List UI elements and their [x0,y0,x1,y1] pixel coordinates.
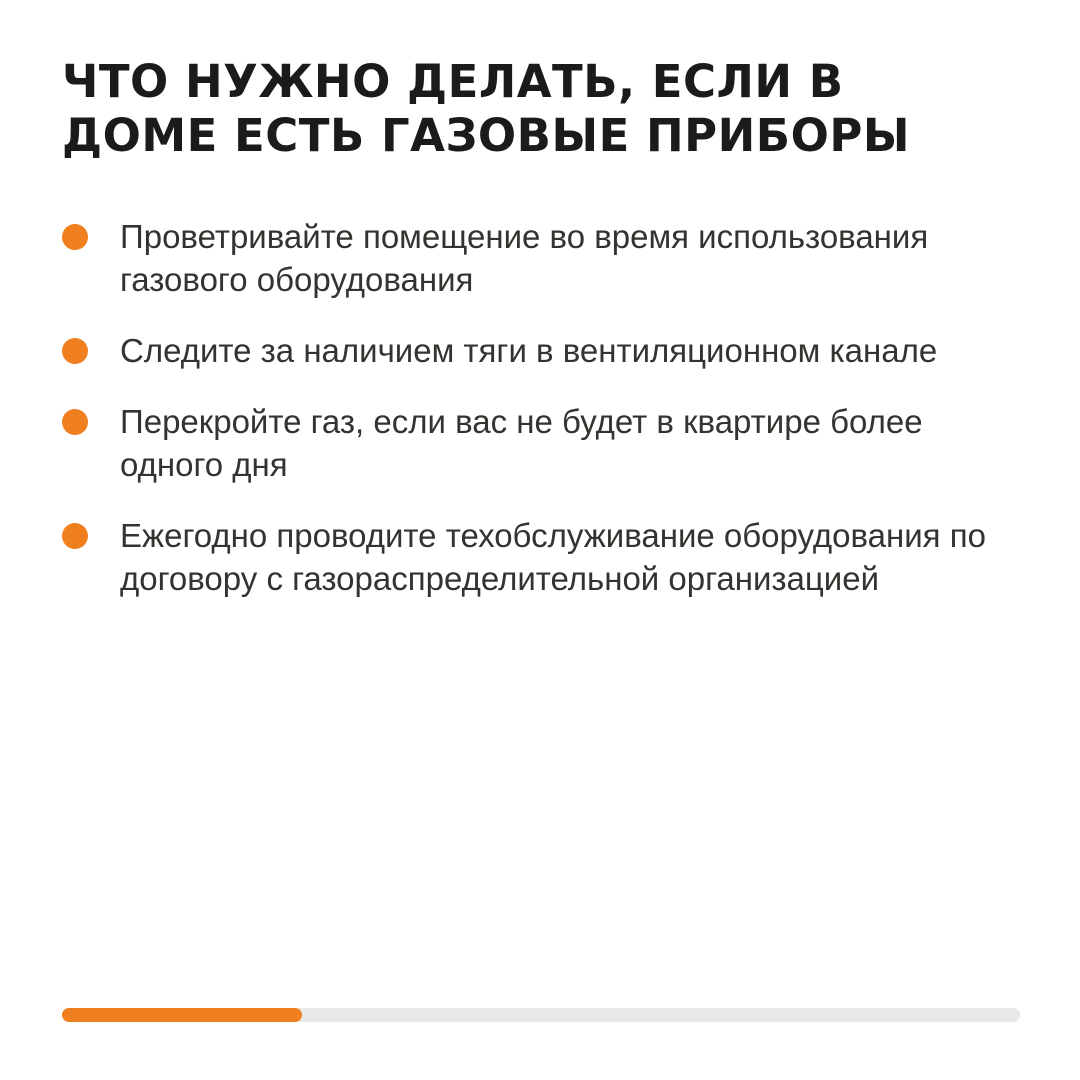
bullet-dot-icon [62,338,88,364]
list-item [62,215,1022,301]
bullet-dot-icon [62,523,88,549]
list-item [62,400,1022,486]
bullet-dot-icon [62,409,88,435]
list-item-text: Следите за наличием тяги в вентиляционном канале [120,332,938,369]
progress-bar-fill [62,1008,302,1022]
list-item [62,329,1022,372]
bullet-list [62,215,1022,628]
list-item-text: Перекройте газ, если вас не будет в квартире более одного дня [120,403,923,483]
bullet-dot-icon [62,224,88,250]
progress-bar [62,1008,1020,1022]
page-title: ЧТО НУЖНО ДЕЛАТЬ, ЕСЛИ В ДОМЕ ЕСТЬ ГАЗОВЫЕ ПРИБОРЫ [62,55,910,162]
list-item [62,514,1022,600]
list-item-text: Проветривайте помещение во время использования газового оборудования [120,218,929,298]
list-item-text: Ежегодно проводите техобслуживание оборудования по договору с газораспределительной организацией [120,517,986,597]
